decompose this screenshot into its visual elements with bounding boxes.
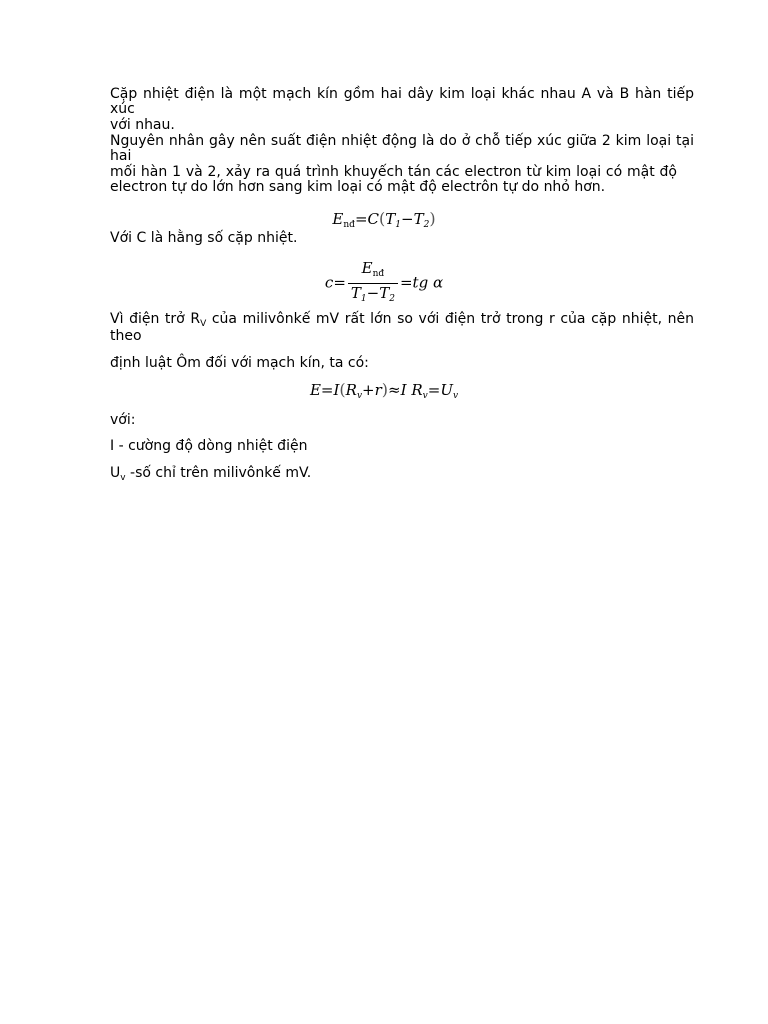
paragraph-line: Vì điện trở $R_V$ của milivônkế mV rất lớn so với điện trở trong r của cặp nhiệt, nên [110,311,694,329]
paragraph-line: mối hàn 1 và 2, xảy ra quá trình khuyếch tán các electron từ kim loại có mật độ [110,164,677,180]
equation-thermo-emf: $E_{nđ}=C(T_1-T_2)$ [332,209,436,230]
paragraph-line: hai [110,148,132,164]
equation-ohm: $E=I(R_v+r)\approx I$ $R_v=U_v$ [309,380,459,401]
paragraph-line: Nguyên nhân gây nên suất điện nhiệt động là do ở chỗ tiếp xúc giữa 2 kim loại tại [110,133,694,149]
ohm-law-text: định luật Ôm đối với mạch kín, ta có: [110,355,369,371]
paragraph-line: Cặp nhiệt điện là một mạch kín gồm hai dây kim loại khác nhau A và B hàn tiếp [110,86,694,102]
current-definition: I - cường độ dòng nhiệt điện [110,438,308,454]
with-label: với: [110,412,136,428]
paragraph-line: với nhau. [110,117,175,133]
paragraph-line: electron tự do lớn hơn sang kim loại có mật độ electrôn tự do nhỏ hơn. [110,179,606,195]
constant-description: Với C là hằng số cặp nhiệt. [110,230,298,246]
equation-constant: c= $\frac{E_{nđ}}{T_1-T_2}$ =tg α [0,259,768,308]
voltage-definition: $U_v$ -số chỉ trên milivônkế mV. [110,465,312,483]
paragraph-line: theo [110,328,142,344]
paragraph-line: xúc [110,101,135,117]
